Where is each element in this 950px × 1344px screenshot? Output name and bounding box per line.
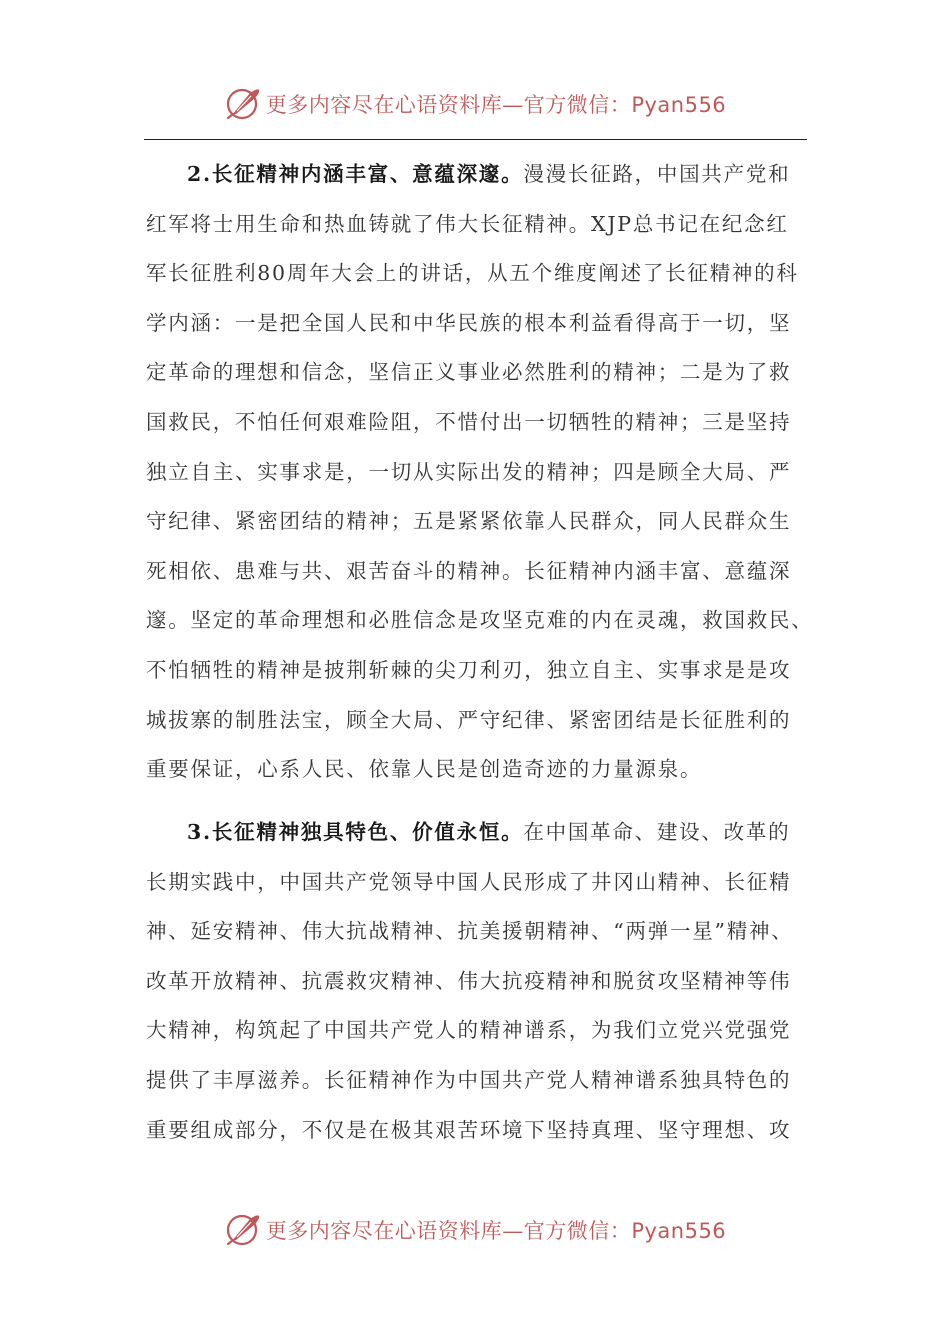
paragraph-line: 国救民，不怕任何艰难险阻，不惜付出一切牺牲的精神；三是坚持: [146, 409, 792, 434]
paragraph-line: [146, 808, 806, 858]
quill-logo-icon: [224, 84, 264, 124]
paragraph-heading: 3.长征精神独具特色、价值永恒。: [187, 820, 524, 844]
paragraph-line: 红军将士用生命和热血铸就了伟大长征精神。XJP总书记在纪念红: [146, 211, 789, 236]
footer-banner: [0, 1210, 950, 1250]
paragraph-line: 城拔寨的制胜法宝，顾全大局、严守纪律、紧密团结是长征胜利的: [146, 707, 792, 732]
banner-label: 更多内容尽在心语资料库—官方微信：: [265, 1219, 632, 1243]
paragraph-line: 改革开放精神、抗震救灾精神、伟大抗疫精神和脱贫攻坚精神等伟: [146, 968, 792, 993]
paragraph-line: 守纪律、紧密团结的精神；五是紧紧依靠人民群众，同人民群众生: [146, 509, 792, 534]
paragraph-line: 学内涵：一是把全国人民和中华民族的根本利益看得高于一切，坚: [146, 310, 792, 335]
paragraph-long-march-spirit-connotation: [146, 150, 814, 795]
paragraph-line: 不怕牺牲的精神是披荆斩棘的尖刀利刃，独立自主、实事求是是攻: [146, 657, 792, 682]
paragraph-line: 军长征胜利80周年大会上的讲话，从五个维度阐述了长征精神的科: [146, 261, 799, 286]
paragraph-line: 定革命的理想和信念，坚信正义事业必然胜利的精神；二是为了救: [146, 360, 792, 385]
paragraph-line-text: 漫漫长征路，中国共产党和: [523, 162, 791, 186]
header-banner: [0, 84, 950, 124]
paragraph-line: 邃。坚定的革命理想和必胜信念是攻坚克难的内在灵魂，救国救民、: [146, 608, 814, 633]
wechat-id: Pyan556: [631, 93, 727, 117]
paragraph-line: 重要组成部分，不仅是在极其艰苦环境下坚持真理、坚守理想、攻: [146, 1117, 792, 1142]
paragraph-line-text: 在中国革命、建设、改革的: [523, 820, 791, 844]
paragraph-line: 长期实践中，中国共产党领导中国人民形成了井冈山精神、长征精: [146, 869, 792, 894]
paragraph-line: 重要保证，心系人民、依靠人民是创造奇迹的力量源泉。: [146, 757, 703, 782]
paragraph-line: 大精神，构筑起了中国共产党人的精神谱系，为我们立党兴党强党: [146, 1018, 792, 1043]
header-divider: [144, 139, 807, 140]
wechat-id: Pyan556: [631, 1219, 727, 1243]
paragraph-line: 死相依、患难与共、艰苦奋斗的精神。长征精神内涵丰富、意蕴深: [146, 558, 792, 583]
paragraph-line: 神、延安精神、伟大抗战精神、抗美援朝精神、“两弹一星”精神、: [146, 919, 794, 944]
banner-text: [266, 89, 726, 119]
paragraph-line: 独立自主、实事求是，一切从实际出发的精神；四是顾全大局、严: [146, 459, 792, 484]
banner-text: [266, 1215, 726, 1245]
paragraph-line: [146, 150, 806, 200]
paragraph-line: 提供了丰厚滋养。长征精神作为中国共产党人精神谱系独具特色的: [146, 1067, 792, 1092]
quill-logo-icon: [224, 1210, 264, 1250]
banner-label: 更多内容尽在心语资料库—官方微信：: [265, 93, 632, 117]
paragraph-heading: 2.长征精神内涵丰富、意蕴深邃。: [187, 162, 524, 186]
paragraph-long-march-spirit-value: [146, 808, 806, 1155]
